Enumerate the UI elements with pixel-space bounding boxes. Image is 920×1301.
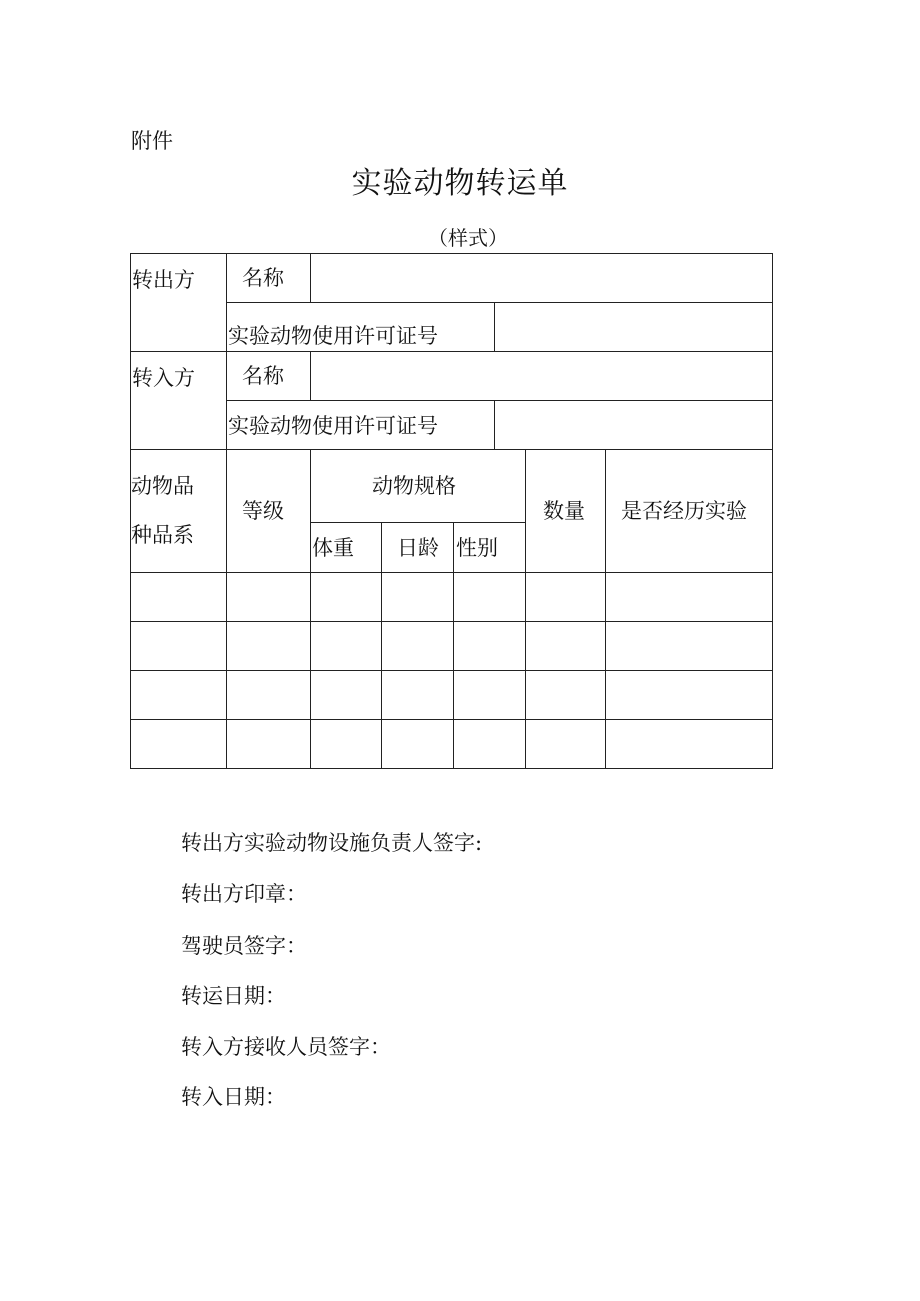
table-rule [226, 253, 227, 769]
in-party-name-label: 名称 [242, 364, 284, 388]
table-rule [310, 522, 526, 523]
table-border-right [772, 253, 773, 769]
table-rule [310, 351, 311, 400]
table-rule [310, 449, 311, 769]
out-party-label: 转出方 [132, 268, 195, 292]
table-rule [310, 253, 311, 302]
driver-signature: 驾驶员签字： [181, 934, 307, 958]
table-rule [381, 522, 382, 769]
in-date: 转入日期： [181, 1085, 286, 1109]
table-rule [226, 302, 773, 303]
document-subtitle: （样式） [428, 226, 508, 250]
table-rule [605, 449, 606, 769]
table-rule [525, 449, 526, 769]
attachment-label: 附件 [131, 129, 173, 153]
experienced-header: 是否经历实验 [621, 499, 747, 523]
weight-header: 体重 [312, 536, 354, 560]
quantity-header: 数量 [543, 499, 585, 523]
in-party-license-label: 实验动物使用许可证号 [228, 414, 438, 438]
out-party-license-label: 实验动物使用许可证号 [228, 324, 438, 348]
table-rule [453, 522, 454, 769]
table-rule [494, 302, 495, 351]
in-party-label: 转入方 [132, 366, 195, 390]
sex-header: 性别 [456, 536, 498, 560]
out-seal: 转出方印章： [181, 882, 307, 906]
document-title: 实验动物转运单 [351, 166, 569, 201]
table-border-left [130, 253, 131, 769]
species-header-line1: 动物品 [131, 474, 194, 498]
in-receiver-signature: 转入方接收人员签字： [181, 1035, 391, 1059]
table-rule [226, 400, 773, 401]
grade-header: 等级 [242, 499, 284, 523]
table-rule [494, 400, 495, 449]
species-header-line2: 种品系 [131, 523, 194, 547]
out-facility-head-signature: 转出方实验动物设施负责人签字: [181, 831, 483, 855]
transport-date: 转运日期： [181, 984, 286, 1008]
age-header: 日龄 [397, 536, 439, 560]
spec-header: 动物规格 [372, 474, 456, 498]
out-party-name-label: 名称 [242, 266, 284, 290]
